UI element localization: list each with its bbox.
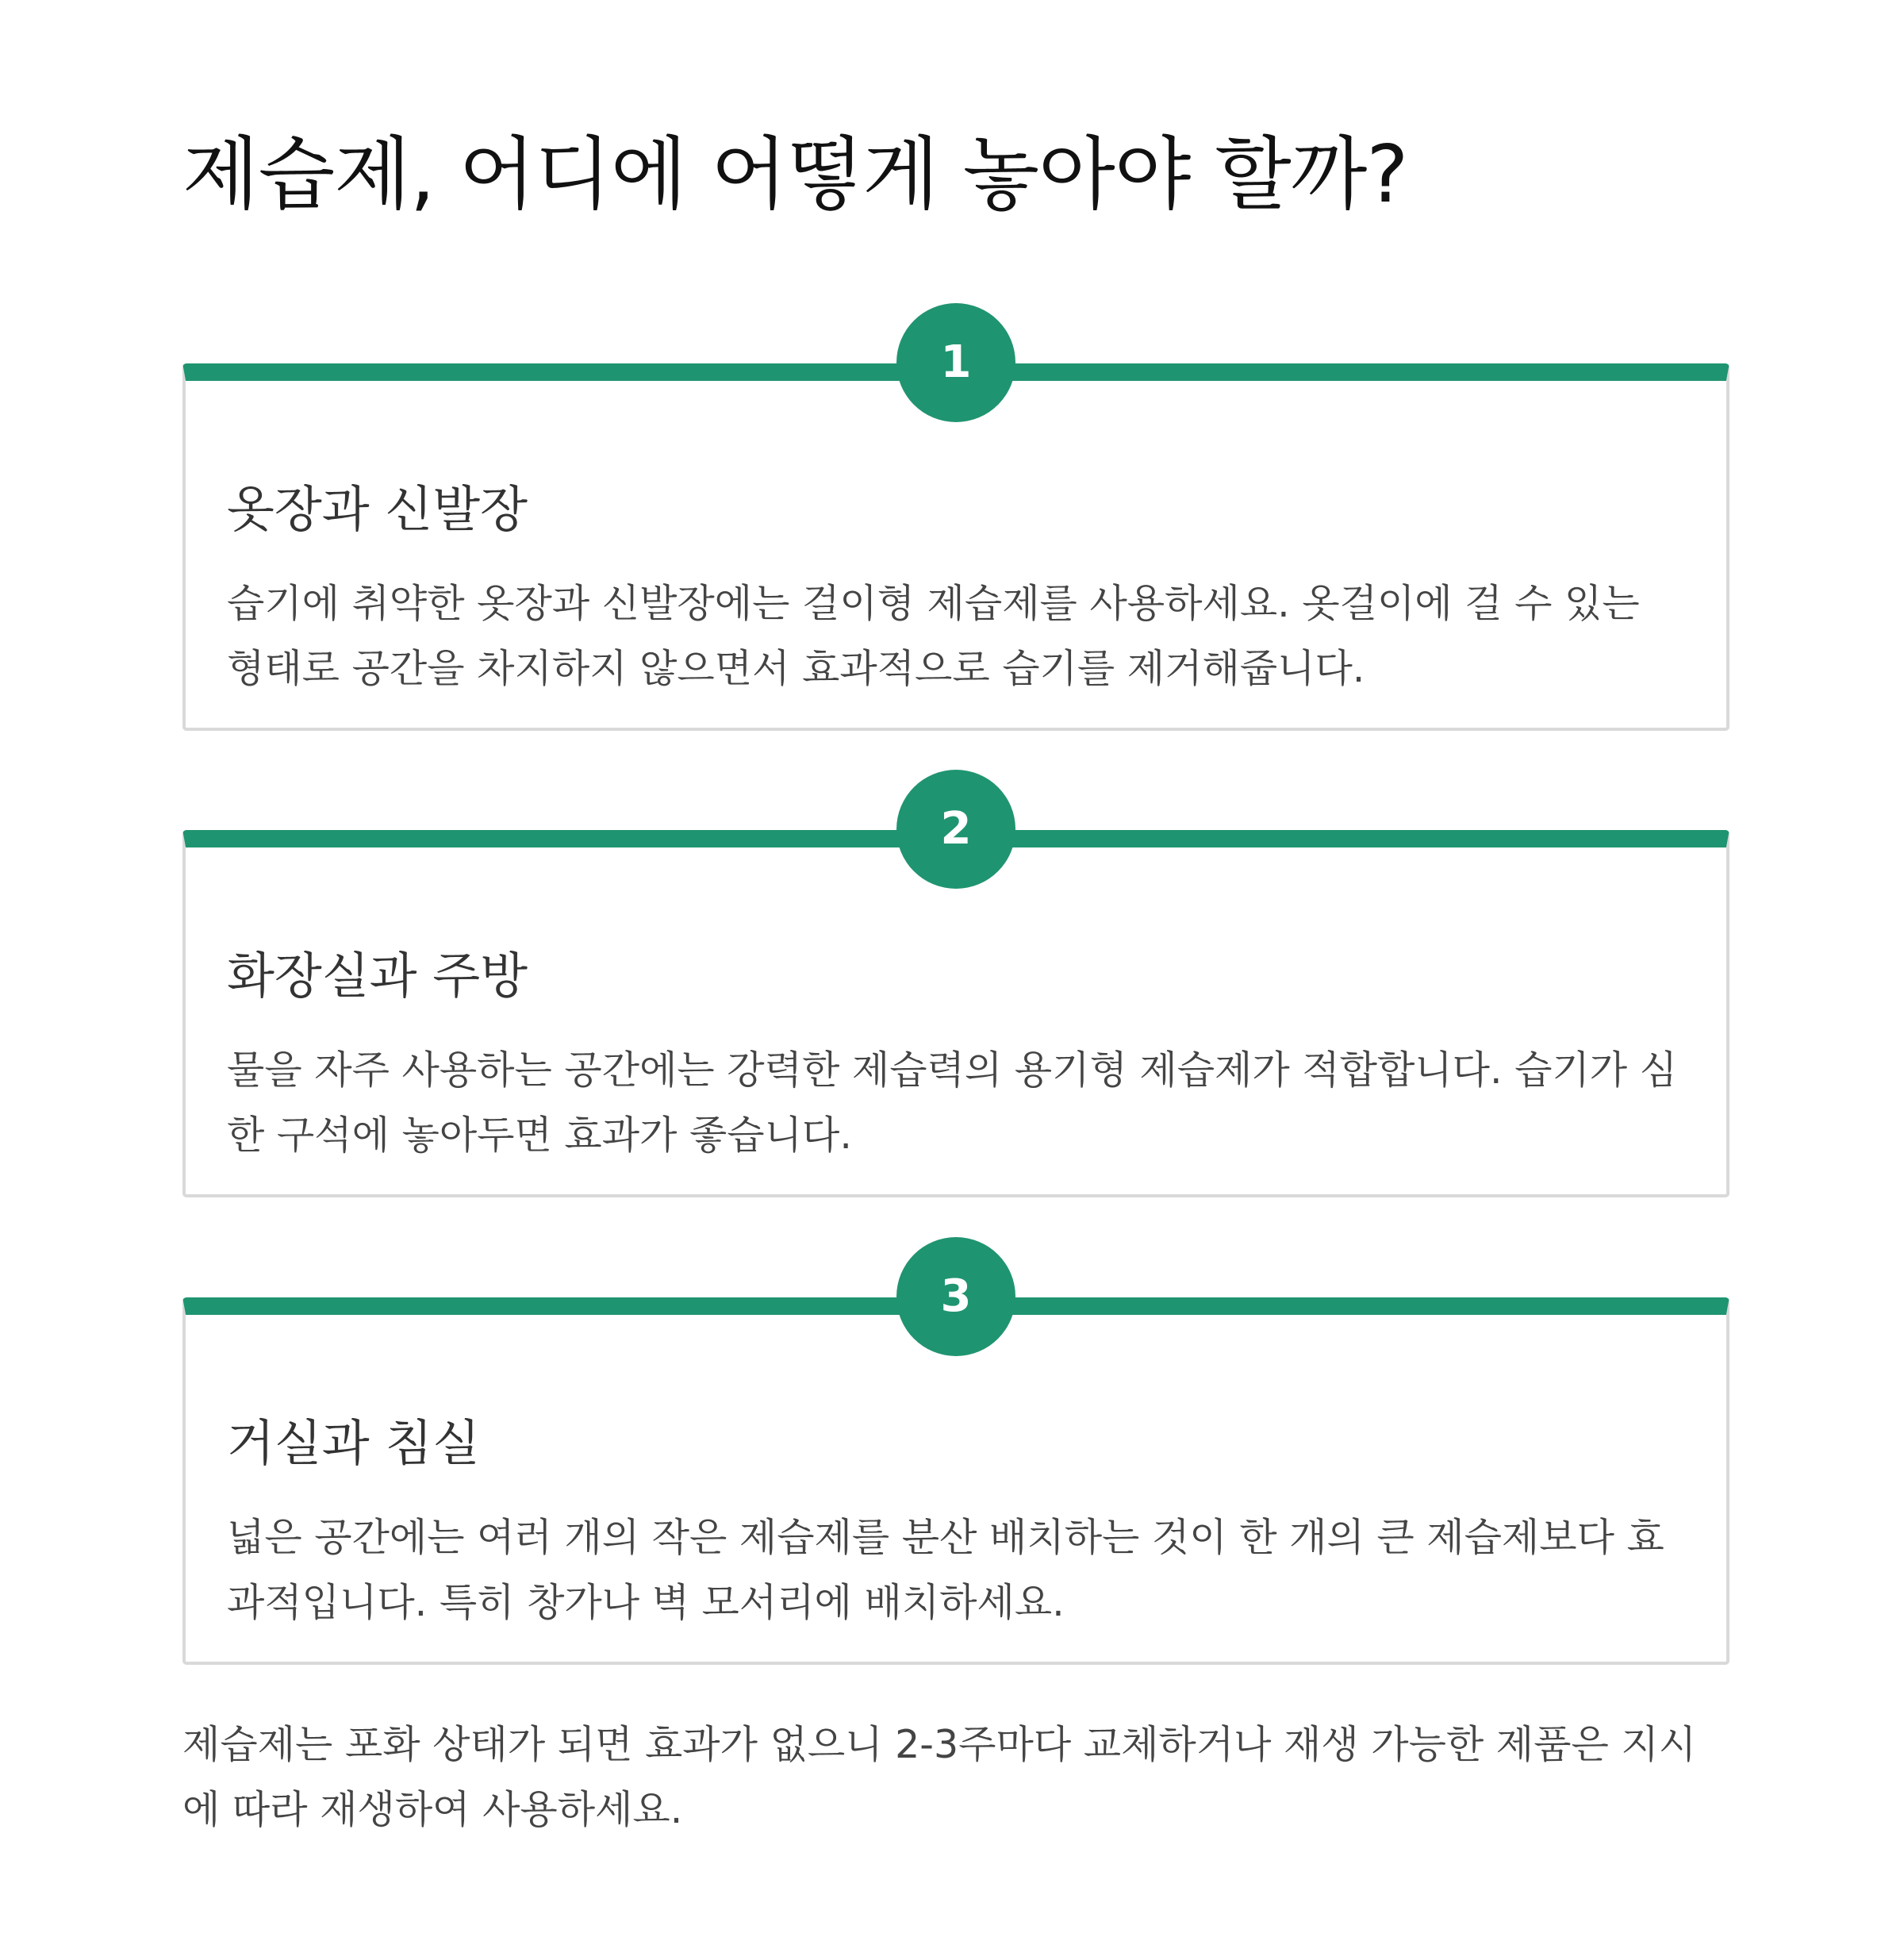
footer-note: 제습제는 포화 상태가 되면 효과가 없으니 2-3주마다 교체하거나 재생 가능한 제품은 지시에 따라 재생하여 사용하세요. (182, 1722, 1697, 1832)
card-heading: 옷장과 신발장 (227, 480, 528, 538)
step-number-badge: 2 (896, 770, 1015, 889)
step-number-badge: 3 (896, 1237, 1015, 1356)
tip-card-3 (182, 1270, 1729, 1665)
card-heading: 화장실과 주방 (227, 947, 528, 1005)
tip-card-2 (182, 803, 1729, 1197)
tip-card-1 (182, 336, 1729, 731)
card-body: 넓은 공간에는 여러 개의 작은 제습제를 분산 배치하는 것이 한 개의 큰 제습제보다 효과적입니다. 특히 창가나 벽 모서리에 배치하세요. (227, 1515, 1664, 1625)
step-number-badge: 1 (896, 303, 1015, 422)
card-body: 습기에 취약한 옷장과 신발장에는 걸이형 제습제를 사용하세요. 옷걸이에 걸 수 있는 형태로 공간을 차지하지 않으면서 효과적으로 습기를 제거해줍니다. (227, 581, 1640, 691)
card-heading: 거실과 침실 (227, 1414, 481, 1472)
page-title: 제습제, 어디에 어떻게 놓아야 할까? (182, 128, 1408, 221)
card-body: 물을 자주 사용하는 공간에는 강력한 제습력의 용기형 제습제가 적합합니다. 습기가 심한 구석에 놓아두면 효과가 좋습니다. (227, 1047, 1678, 1158)
